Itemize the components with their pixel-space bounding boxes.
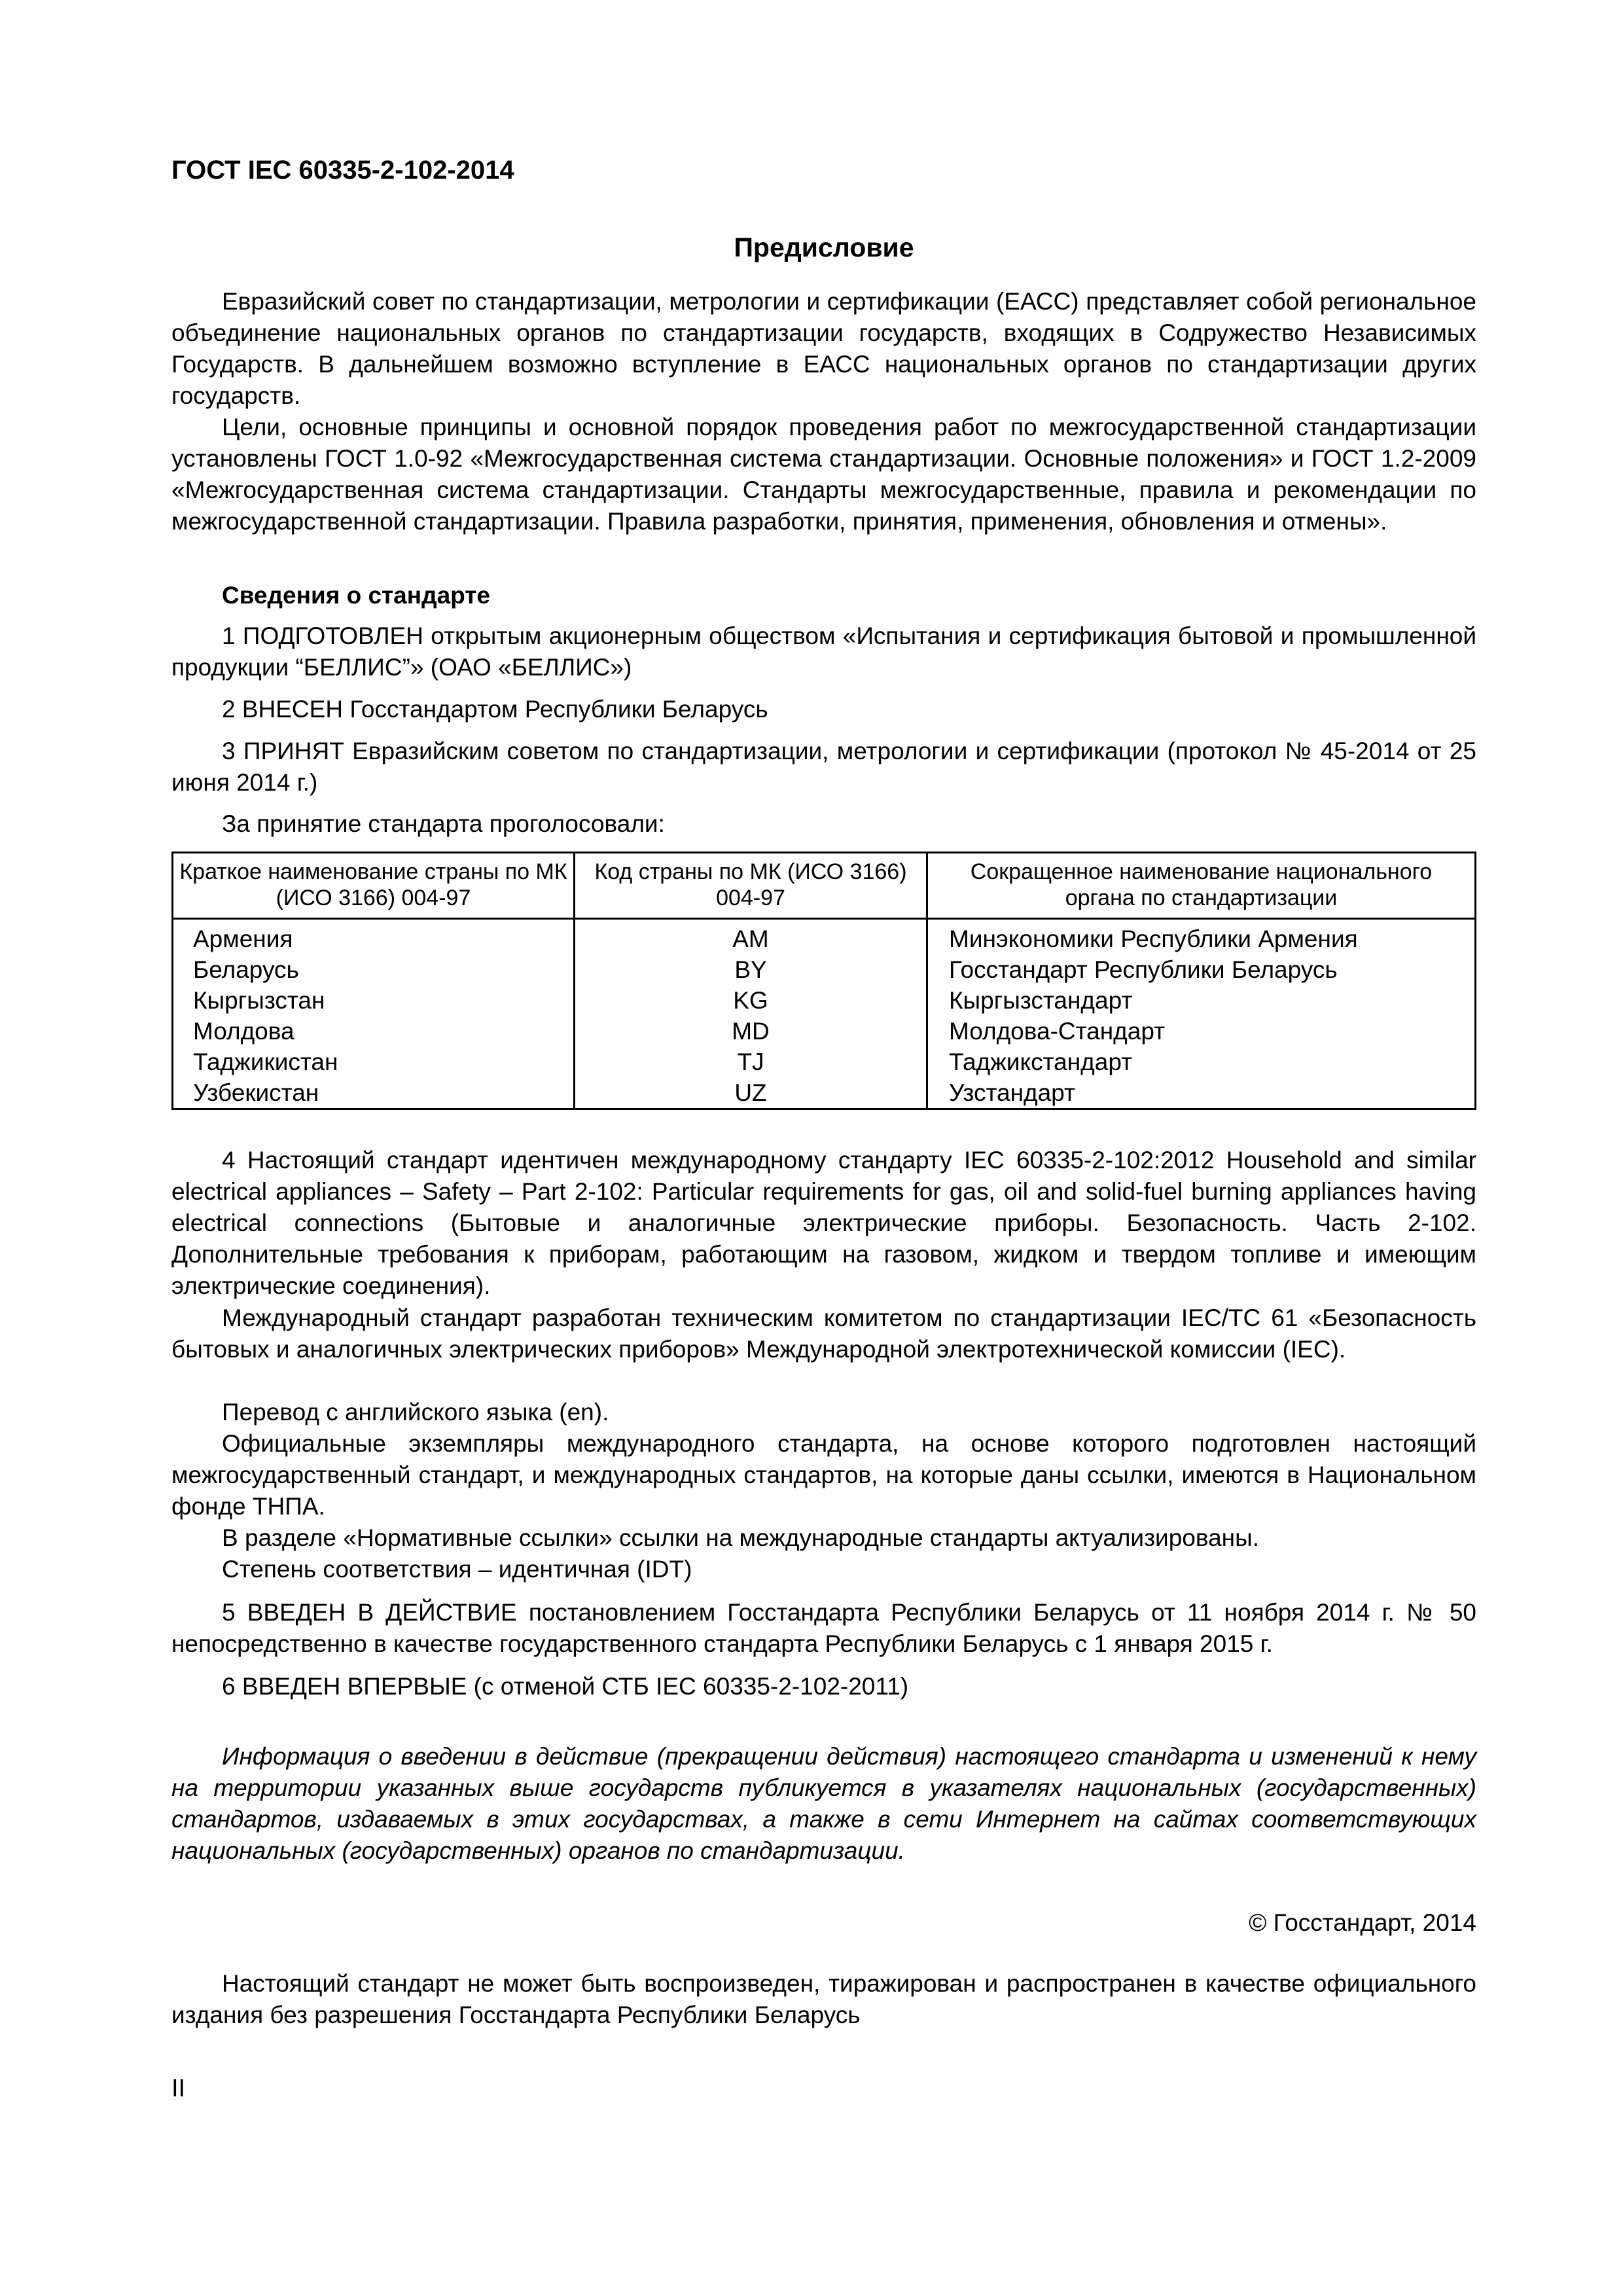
page-title: Предисловие [734,232,914,262]
table-header-country: Краткое наименование страны по МК (ИСО 3166) 004-97 [173,853,575,919]
country-name: Таджикистан [173,1047,575,1077]
voted-caption: За принятие стандарта проголосовали: [222,810,665,837]
country-code: KG [575,985,927,1016]
standards-body: Узстандарт [927,1077,1476,1109]
table-header-row [173,853,1476,919]
table-header-code: Код страны по МК (ИСО 3166) 004-97 [575,853,927,919]
item-4-identity: 4 Настоящий стандарт идентичен международному стандарту IEC 60335-2-102:2012 Household and similar electrical appliances – Safety – Part 2-102: Particular requirements for gas, oil and solid-fuel burning appliances having electrical connections (Бытовые и аналогичные электрические приборы. Безопасность. Часть 2-102. Дополнительные требования к приборам, работающим на газовом, жидком и твердом топливе и имеющим электрические соединения). [171,1147,1476,1299]
country-name: Узбекистан [173,1077,575,1109]
table-row [173,985,1476,1016]
country-code: AM [575,919,927,955]
country-code: UZ [575,1077,927,1109]
standards-body: Кыргызстандарт [927,985,1476,1016]
item-4-conformity: Степень соответствия – идентичная (IDT) [222,1556,692,1583]
page-number: II [171,2075,186,2102]
intro-paragraph-2: Цели, основные принципы и основной порядок проведения работ по межгосударственной стандартизации установлены ГОСТ 1.0-92 «Межгосударственная система стандартизации. Основные положения» и ГОСТ 1.2-2009 «Межгосударственная система стандартизации. Стандарты межгосударственные, правила и рекомендации по межгосударственной стандартизации. Правила разработки, принятия, применения, обновления и отмены». [171,414,1476,535]
table-row [173,1047,1476,1077]
item-4-translation: Перевод с английского языка (en). [222,1399,609,1426]
country-name: Молдова [173,1016,575,1047]
country-name: Беларусь [173,954,575,985]
table-row [173,1016,1476,1047]
country-code: TJ [575,1047,927,1077]
table-row [173,919,1476,955]
table-header-body: Сокращенное наименование национального органа по стандартизации [927,853,1476,919]
standards-body: Минэкономики Республики Армения [927,919,1476,955]
country-name: Армения [173,919,575,955]
item-4-committee: Международный стандарт разработан техническим комитетом по стандартизации IEC/TC 61 «Безопасность бытовых и аналогичных электрических приборов» Международной электротехнической комиссии (IEC). [171,1304,1476,1363]
restriction-paragraph: Настоящий стандарт не может быть воспроизведен, тиражирован и распространен в качестве официального издания без разрешения Госстандарта Республики Беларусь [171,1970,1476,2028]
copyright-line: © Госстандарт, 2014 [1249,1909,1476,1936]
intro-paragraph-1: Евразийский совет по стандартизации, метрологии и сертификации (ЕАСС) представляет собой региональное объединение национальных органов по стандартизации государств, входящих в Содружество Независимых Государств. В дальнейшем возможно вступление в ЕАСС национальных органов по стандартизации других государств. [171,288,1476,409]
item-4-official-copies: Официальные экземпляры международного стандарта, на основе которого подготовлен настоящий межгосударственный стандарт, и международных стандартов, на которые даны ссылки, имеются в Национальном фонде ТНПА. [171,1430,1476,1520]
item-2-introduced: 2 ВНЕСЕН Госстандартом Республики Беларусь [222,696,768,723]
country-code: BY [575,954,927,985]
standards-body: Молдова-Стандарт [927,1016,1476,1047]
country-code: MD [575,1016,927,1047]
table-row [173,954,1476,985]
info-heading: Сведения о стандарте [222,582,490,609]
notice-paragraph: Информация о введении в действие (прекращении действия) настоящего стандарта и изменений к нему на территории указанных выше государств публикуется в указателях национальных (государственных) стандартов, издаваемых в этих государствах, а также в сети Интернет на сайтах соответствующих национальных (государственных) органов по стандартизации. [171,1743,1476,1864]
item-6-first-introduced: 6 ВВЕДЕН ВПЕРВЫЕ (с отменой СТБ IEC 60335-2-102-2011) [222,1673,909,1700]
document-code: ГОСТ IEC 60335-2-102-2014 [171,156,514,185]
voting-table [171,852,1476,1110]
country-name: Кыргызстан [173,985,575,1016]
item-3-adopted: 3 ПРИНЯТ Евразийским советом по стандартизации, метрологии и сертификации (протокол № 45-2014 от 25 июня 2014 г.) [171,738,1476,796]
item-4-references: В разделе «Нормативные ссылки» ссылки на международные стандарты актуализированы. [222,1524,1259,1551]
standards-body: Таджикстандарт [927,1047,1476,1077]
table-row [173,1077,1476,1109]
item-5-effective: 5 ВВЕДЕН В ДЕЙСТВИЕ постановлением Госстандарта Республики Беларусь от 11 ноября 2014 г. № 50 непосредственно в качестве государственного стандарта Республики Беларусь с 1 января 2015 г. [171,1599,1476,1657]
standards-body: Госстандарт Республики Беларусь [927,954,1476,985]
item-1-prepared: 1 ПОДГОТОВЛЕН открытым акционерным обществом «Испытания и сертификация бытовой и промышленной продукции “БЕЛЛИС”» (ОАО «БЕЛЛИС») [171,622,1476,681]
